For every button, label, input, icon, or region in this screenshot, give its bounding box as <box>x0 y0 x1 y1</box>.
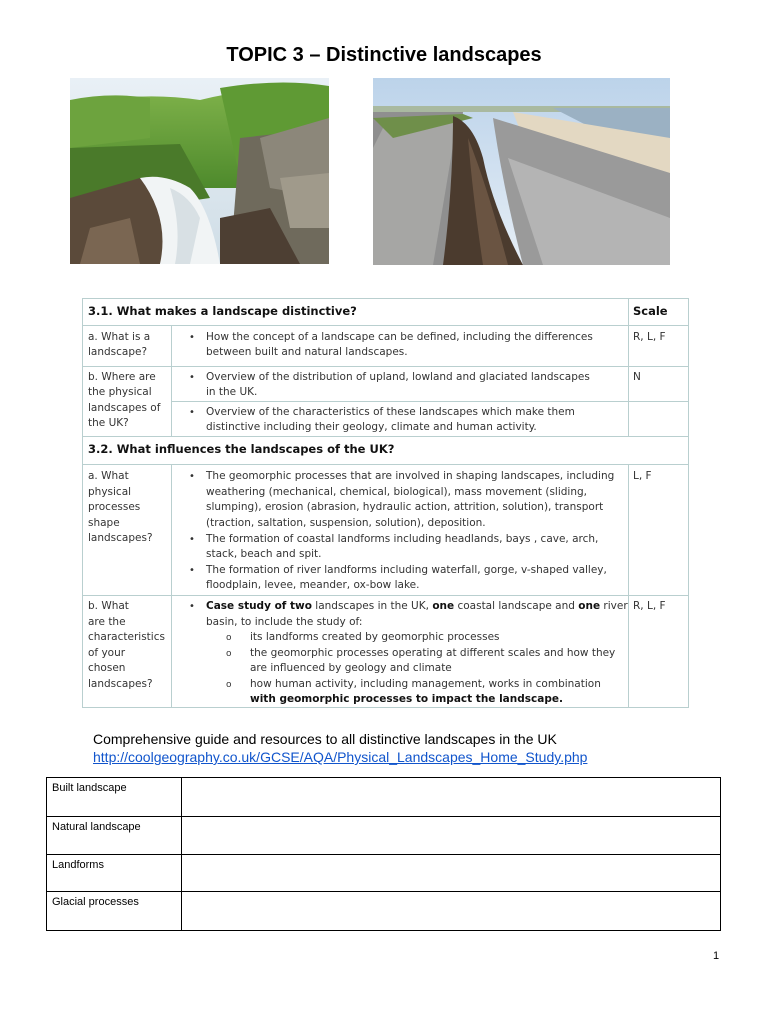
scale-header: Scale <box>633 304 668 318</box>
spec-text: stack, beach and spit. <box>206 548 322 560</box>
table-row <box>47 855 721 892</box>
case-study-text-part: coastal landscape and <box>454 600 579 612</box>
question-label: b. Where are <box>88 371 156 383</box>
sub-bullet-icon: o <box>226 633 232 643</box>
bullet-icon: • <box>189 372 195 383</box>
question-label: landscape? <box>88 346 148 358</box>
coastal-erosion-photo <box>373 78 670 265</box>
spec-text: How the concept of a landscape can be defined, including the differences <box>206 331 593 343</box>
question-label: landscapes of <box>88 402 161 414</box>
case-study-text-part: river <box>600 600 628 612</box>
key-term-answer-cell[interactable] <box>182 892 721 931</box>
bullet-icon: • <box>189 471 195 482</box>
table-row <box>47 778 721 817</box>
key-terms-table <box>46 777 721 931</box>
key-term-answer-cell[interactable] <box>182 855 721 892</box>
question-label: processes <box>88 501 141 513</box>
question-label: landscapes? <box>88 532 153 544</box>
question-label: the physical <box>88 386 152 398</box>
section-heading-3-1: 3.1. What makes a landscape distinctive? <box>88 304 357 318</box>
question-label: the UK? <box>88 417 129 429</box>
scale-value: L, F <box>633 470 652 482</box>
spec-text: in the UK. <box>206 386 258 398</box>
spec-text: Overview of the distribution of upland, lowland and glaciated landscapes <box>206 371 590 383</box>
question-label: are the <box>88 616 126 628</box>
section-heading-3-2: 3.2. What influences the landscapes of the UK? <box>88 442 395 456</box>
scale-value: N <box>633 371 641 383</box>
case-study-text-part: landscapes in the UK, <box>311 600 433 612</box>
page-title: TOPIC 3 – Distinctive landscapes <box>226 44 542 66</box>
page-number: 1 <box>713 950 720 962</box>
guide-text: Comprehensive guide and resources to all distinctive landscapes in the UK <box>93 731 557 747</box>
question-label: physical <box>88 486 132 498</box>
bullet-icon: • <box>189 407 195 418</box>
spec-text: basin, to include the study of: <box>206 616 363 628</box>
spec-text: Overview of the characteristics of these landscapes which make them <box>206 406 575 418</box>
spec-text: how human activity, including management, works in combination <box>250 678 601 690</box>
question-label: a. What <box>88 470 129 482</box>
table-row <box>47 892 721 931</box>
key-term-answer-cell[interactable] <box>182 817 721 855</box>
key-term-label: Landforms <box>47 855 182 892</box>
sub-bullet-icon: o <box>226 649 232 659</box>
spec-text: floodplain, levee, meander, ox-bow lake. <box>206 579 420 591</box>
case-study-one: one <box>578 600 601 612</box>
spec-text: The formation of coastal landforms including headlands, bays , cave, arch, <box>206 533 599 545</box>
key-term-label: Glacial processes <box>47 892 182 931</box>
spec-text: are influenced by geology and climate <box>250 662 452 674</box>
bullet-icon: • <box>189 332 195 343</box>
table-row <box>47 817 721 855</box>
bullet-icon: • <box>189 601 195 612</box>
bullet-icon: • <box>189 565 195 576</box>
river-landscape-photo <box>70 78 329 264</box>
spec-text: the geomorphic processes operating at different scales and how they <box>250 647 616 659</box>
spec-text: slumping), erosion (abrasion, hydraulic action, attrition, solution), transport <box>206 501 604 513</box>
key-term-label: Natural landscape <box>47 817 182 855</box>
spec-text: (traction, saltation, suspension, solution), deposition. <box>206 517 486 529</box>
spec-text: with geomorphic processes to impact the landscape. <box>250 693 563 705</box>
scale-value: R, L, F <box>633 331 666 343</box>
question-label: landscapes? <box>88 678 153 690</box>
bullet-icon: • <box>189 534 195 545</box>
question-label: of your <box>88 647 126 659</box>
guide-link[interactable]: http://coolgeography.co.uk/GCSE/AQA/Physical_Landscapes_Home_Study.php <box>93 749 588 765</box>
key-term-answer-cell[interactable] <box>182 778 721 817</box>
spec-text: distinctive including their geology, climate and human activity. <box>206 421 537 433</box>
spec-text: The geomorphic processes that are involved in shaping landscapes, including <box>206 470 615 482</box>
spec-text: between built and natural landscapes. <box>206 346 408 358</box>
spec-text: weathering (mechanical, chemical, biological), mass movement (sliding, <box>206 486 587 498</box>
case-study-one: one <box>432 600 455 612</box>
question-label: b. What <box>88 600 129 612</box>
case-study-text <box>206 599 628 615</box>
question-label: shape <box>88 517 120 529</box>
question-label: chosen <box>88 662 126 674</box>
question-label: a. What is a <box>88 331 151 343</box>
case-study-bold: Case study of two <box>206 600 312 612</box>
key-term-label: Built landscape <box>47 778 182 817</box>
spec-text: The formation of river landforms including waterfall, gorge, v-shaped valley, <box>206 564 607 576</box>
specification-table <box>82 298 689 708</box>
spec-text: its landforms created by geomorphic processes <box>250 631 500 643</box>
question-label: characteristics <box>88 631 165 643</box>
sub-bullet-icon: o <box>226 680 232 690</box>
scale-value: R, L, F <box>633 600 666 612</box>
